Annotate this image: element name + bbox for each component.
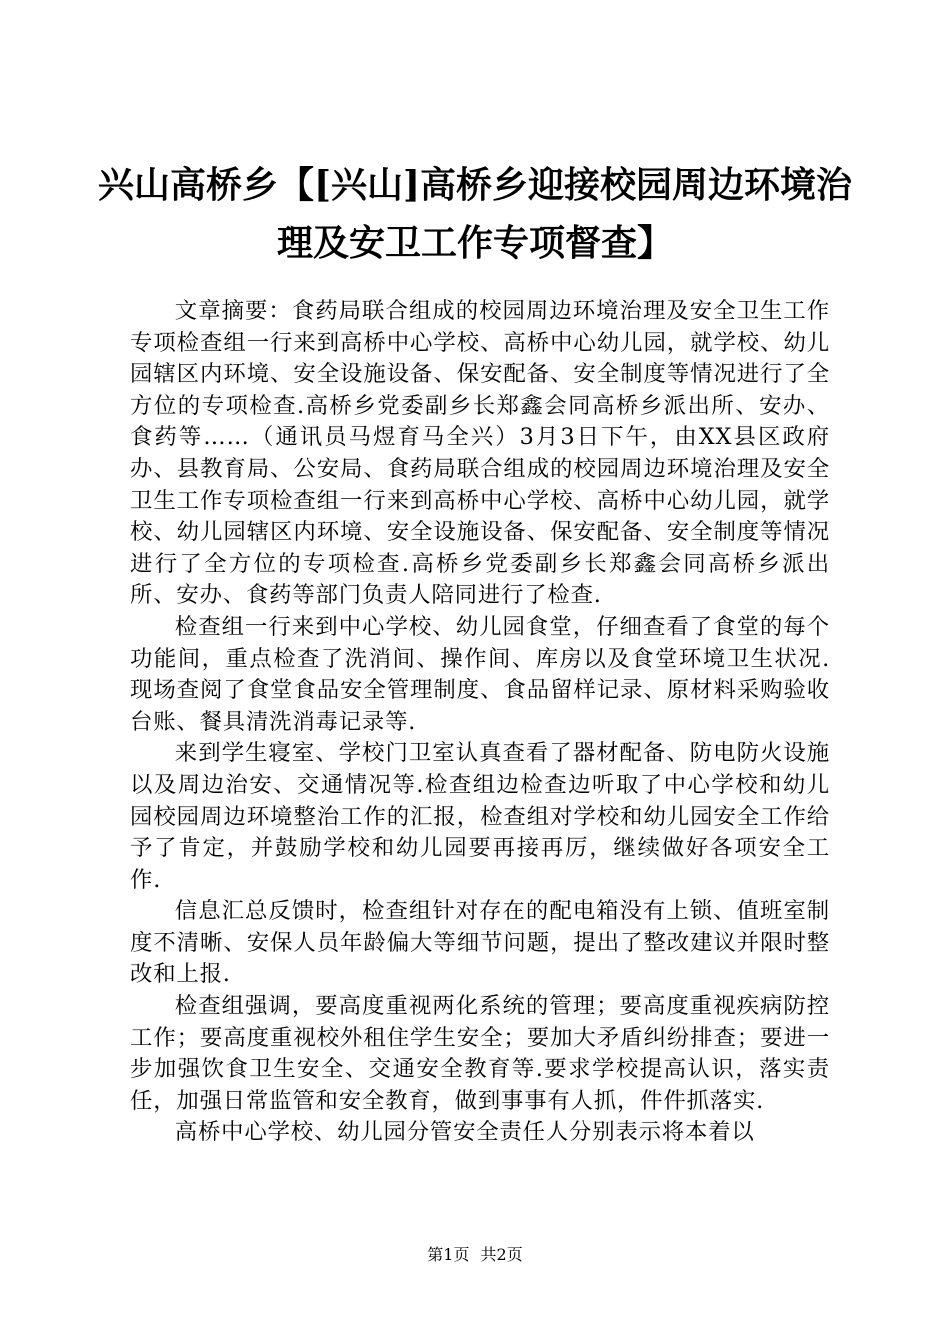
paragraph: 高桥中心学校、幼儿园分管安全责任人分别表示将本着以 xyxy=(174,1119,755,1146)
paragraph: 来到学生寝室、学校门卫室认真查看了器材配备、防电防火设施以及周边治安、交通情况等.检查组边检查边听取了中心学校和幼儿园校园周边环境整治工作的汇报，检查组对学校和幼儿园安全工作给予了肯定，并鼓励学校和幼儿园要再接再厉，继续做好各项安全工作. xyxy=(130,740,830,893)
paragraph: 检查组一行来到中心学校、幼儿园食堂，仔细查看了食堂的每个功能间，重点检查了洗消间、操作间、库房以及食堂环境卫生状况.现场查阅了食堂食品安全管理制度、食品留样记录、原材料采购验收台账、餐具清洗消毒记录等. xyxy=(130,613,830,735)
document-title: 兴山高桥乡【[兴山]高桥乡迎接校园周边环境治理及安卫工作专项督查】 xyxy=(97,164,853,264)
paragraph: 文章摘要：食药局联合组成的校园周边环境治理及安全卫生工作专项检查组一行来到高桥中心学校、高桥中心幼儿园，就学校、幼儿园辖区内环境、安全设施设备、保安配备、安全制度等情况进行了全方位的专项检查.高桥乡党委副乡长郑鑫会同高桥乡派出所、安办、食药等……（通讯员马煜育马全兴）3月3日下午，由XX县区政府办、县教育局、公安局、食药局联合组成的校园周边环境治理及安全卫生工作专项检查组一行来到高桥中心学校、高桥中心幼儿园，就学校、幼儿园辖区内环境、安全设施设备、保安配备、安全制度等情况进行了全方位的专项检查.高桥乡党委副乡长郑鑫会同高桥乡派出所、安办、食药等部门负责人陪同进行了检查. xyxy=(130,298,830,609)
page-number: 第1页 xyxy=(427,1245,470,1264)
document-body xyxy=(130,296,830,1149)
page-footer xyxy=(0,1245,950,1265)
paragraph: 检查组强调，要高度重视两化系统的管理；要高度重视疾病防控工作；要高度重视校外租住学生安全；要加大矛盾纠纷排查；要进一步加强饮食卫生安全、交通安全教育等.要求学校提高认识，落实责任，加强日常监管和安全教育，做到事事有人抓，件件抓落实. xyxy=(130,993,830,1114)
page-total: 共2页 xyxy=(480,1245,523,1264)
paragraph: 信息汇总反馈时，检查组针对存在的配电箱没有上锁、值班室制度不清晰、安保人员年龄偏大等细节问题，提出了整改建议并限时整改和上报. xyxy=(130,898,830,988)
